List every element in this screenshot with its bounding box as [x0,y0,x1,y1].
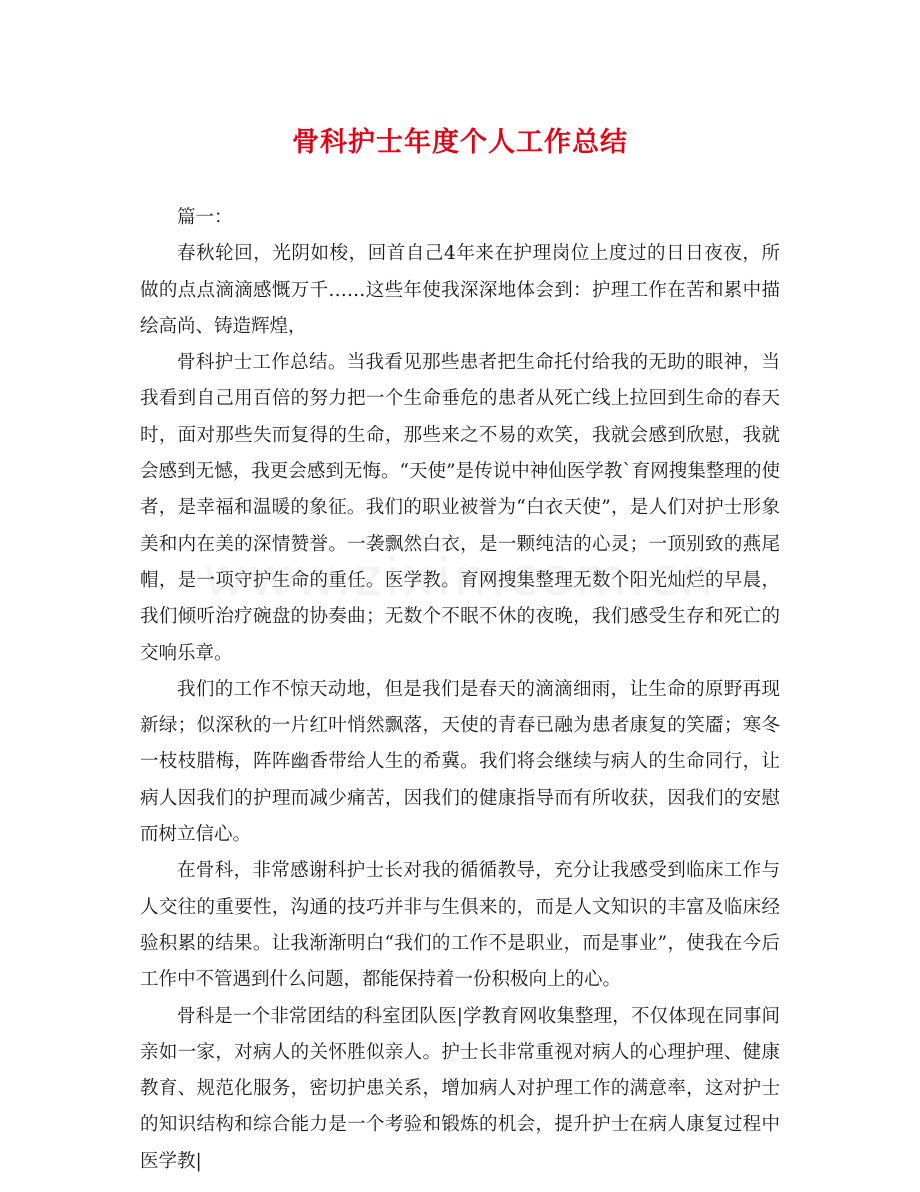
document-body [140,200,780,1180]
document-title: 骨科护士年度个人工作总结 [292,127,628,158]
paragraph-3: 我们的工作不惊天动地，但是我们是春天的滴滴细雨，让生命的原野再现新绿；似深秋的一片红叶悄然飘落，天使的青春已融为患者康复的笑靥；寒冬一枝枝腊梅，阵阵幽香带给人生的希冀。我们将会继续与病人的生命同行，让病人因我们的护理而减少痛苦，因我们的健康指导而有所收获，因我们的安慰而树立信心。 [140,678,780,846]
paragraph-2: 骨科护士工作总结。当我看见那些患者把生命托付给我的无助的眼神，当我看到自己用百倍的努力把一个生命垂危的患者从死亡线上拉回到生命的春天时，面对那些失而复得的生命，那些来之不易的欢笑，我就会感到欣慰，我就会感到无憾，我更会感到无悔。“天使”是传说中神仙医学教`育网搜集整理的使者，是幸福和温暖的象征。我们的职业被誉为“白衣天使”，是人们对护士形象美和内在美的深情赞誉。一袭飘然白衣，是一颗纯洁的心灵；一顶别致的燕尾帽，是一项守护生命的重任。医学教。育网搜集整理无数个阳光灿烂的早晨，我们倾听治疗碗盘的协奏曲；无数个不眠不休的夜晚，我们感受生存和死亡的交响乐章。 [140,352,780,664]
paragraph-1: 春秋轮回，光阴如梭，回首自己4年来在护理岗位上度过的日日夜夜，所做的点点滴滴感慨万千……这些年使我深深地体会到：护理工作在苦和累中描绘高尚、铸造辉煌， [140,243,780,337]
paragraph-section-label: 篇一： [177,207,233,228]
paragraph-5: 骨科是一个非常团结的科室团队医|学教育网收集整理，不仅体现在同事间亲如一家，对病人的关怀胜似亲人。护士长非常重视对病人的心理护理、健康教育、规范化服务，密切护患关系，增加病人对护理工作的满意率，这对护士的知识结构和综合能力是一个考验和锻炼的机会，提升护士在病人康复过程中医学教| [140,1005,780,1172]
paragraph-4: 在骨科，非常感谢科护士长对我的循循教导，充分让我感受到临床工作与人交往的重要性，沟通的技巧并非与生俱来的，而是人文知识的丰富及临床经验积累的结果。让我渐渐明白“我们的工作不是职业，而是事业”，使我在今后工作中不管遇到什么问题，都能保持着一份积极向上的心。 [140,860,780,991]
